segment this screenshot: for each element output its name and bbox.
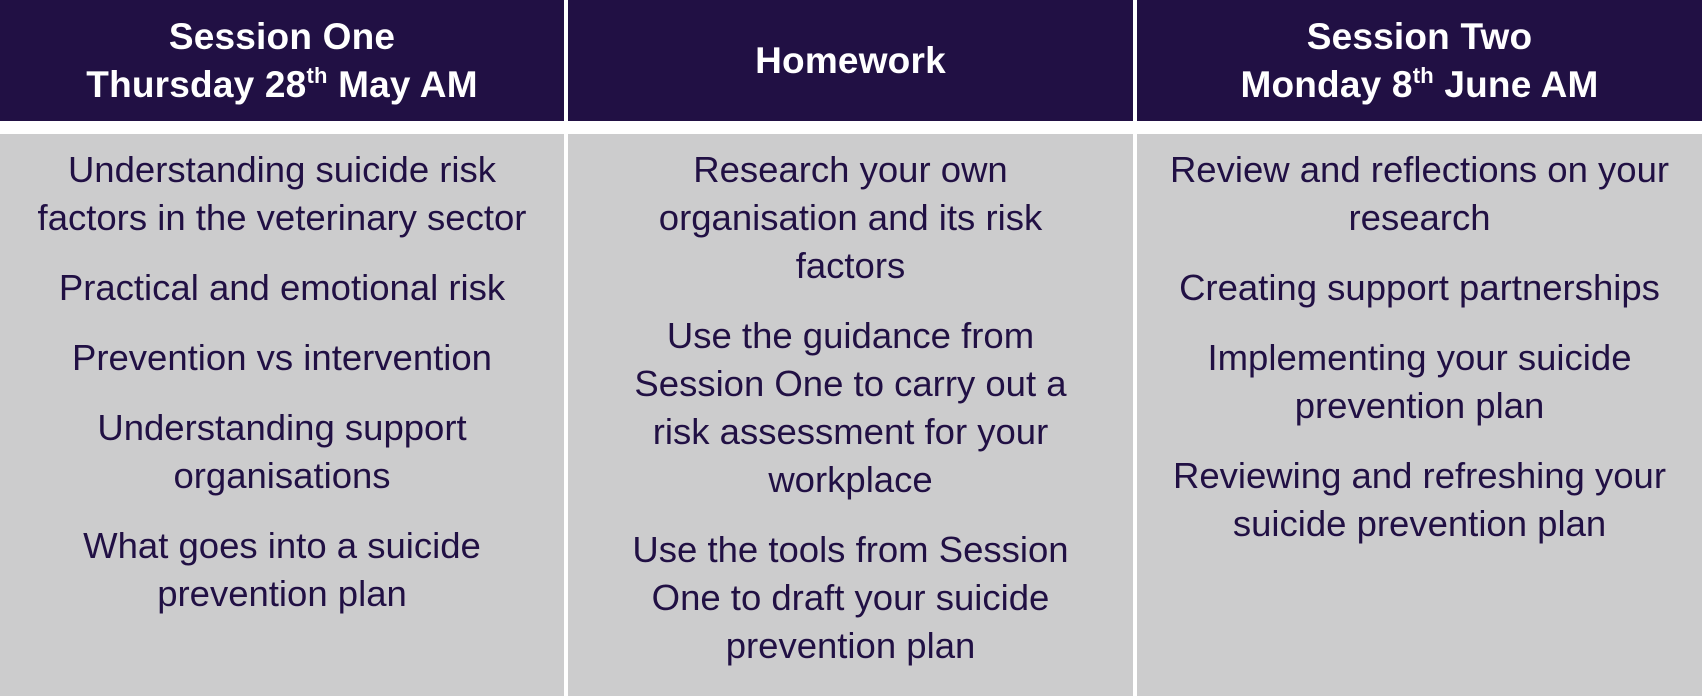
list-item: Creating support partnerships	[1179, 267, 1660, 308]
list-item: Use the guidance from Session One to carry out a risk assessment for your workplace	[634, 315, 1067, 500]
list-item: Implementing your suicide prevention plan	[1207, 337, 1632, 426]
header-homework	[568, 0, 1133, 121]
header-session-two-date-rest: June AM	[1433, 63, 1599, 105]
list-item: Research your own organisation and its risk factors	[658, 149, 1043, 286]
header-session-two-date-main: Monday 8	[1240, 63, 1413, 105]
header-session-two	[1137, 0, 1702, 121]
list-item: Review and reflections on your research	[1169, 149, 1670, 238]
list-item: Prevention vs intervention	[72, 337, 492, 378]
list-item: Use the tools from Session One to draft your suicide prevention plan	[632, 529, 1069, 666]
header-session-two-title: Session Two	[1306, 15, 1533, 57]
header-session-one	[0, 0, 564, 121]
list-item: What goes into a suicide prevention plan	[83, 525, 481, 614]
header-homework-title: Homework	[755, 39, 946, 81]
list-item: Understanding support organisations	[97, 407, 467, 496]
header-session-one-date-rest: May AM	[327, 63, 478, 105]
list-item: Reviewing and refreshing your suicide prevention plan	[1172, 455, 1667, 544]
session-one-topics	[0, 134, 564, 696]
header-session-two-date-suffix: th	[1412, 62, 1434, 88]
homework-tasks	[568, 134, 1133, 696]
list-item: Practical and emotional risk	[58, 267, 506, 308]
header-session-two-date	[1240, 61, 1598, 109]
list-item: Understanding suicide risk factors in the veterinary sector	[37, 149, 527, 238]
header-session-one-title: Session One	[168, 15, 396, 57]
header-session-one-date	[86, 61, 477, 109]
header-session-one-date-suffix: th	[306, 62, 328, 88]
session-two-topics	[1137, 134, 1702, 696]
header-session-one-date-main: Thursday 28	[86, 63, 307, 105]
